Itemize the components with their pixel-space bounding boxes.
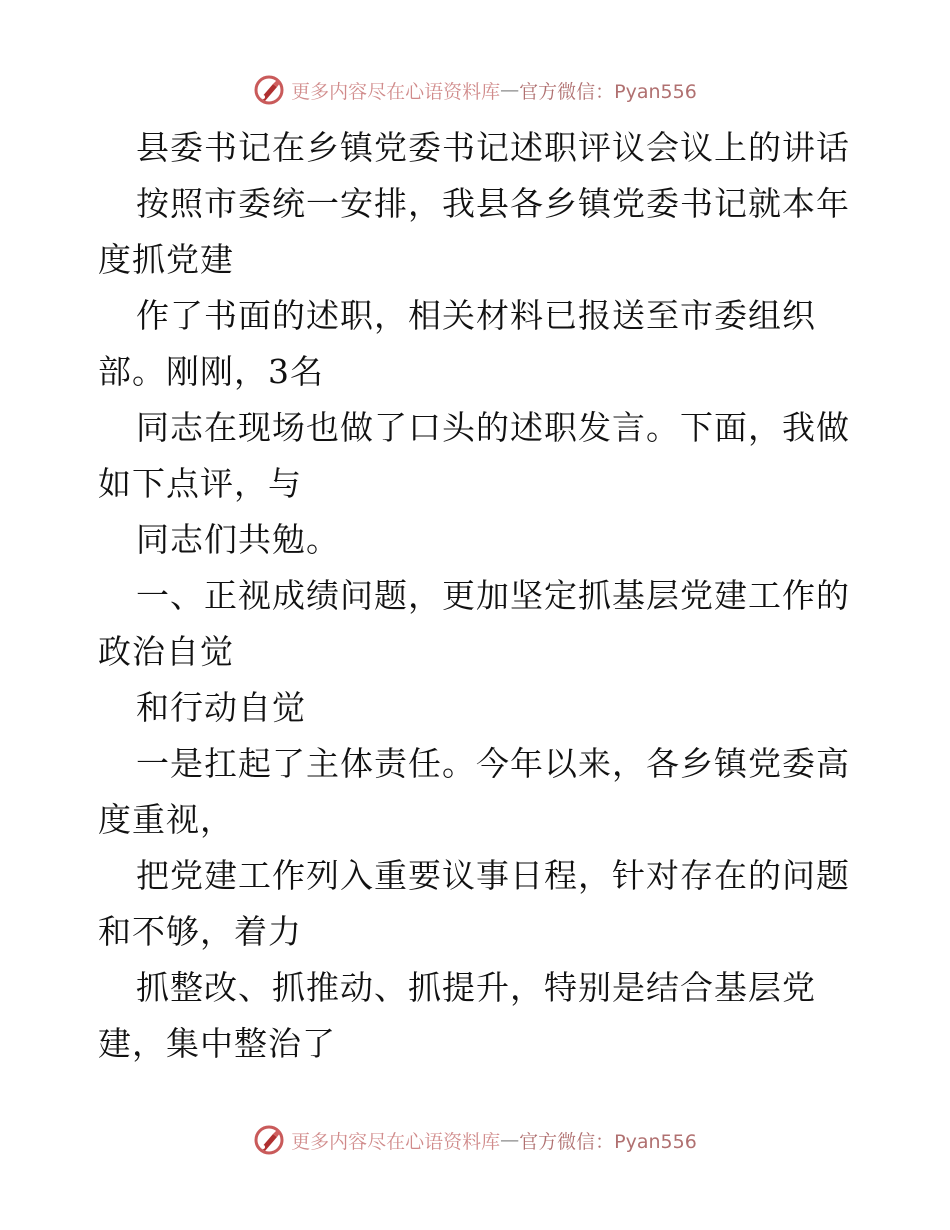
text-line: 同志在现场也做了口头的述职发言。下面，我做	[136, 408, 850, 447]
text-line: 抓整改、抓推动、抓提升，特别是结合基层党	[136, 968, 816, 1007]
section-heading-line: 政治自觉	[98, 632, 234, 671]
text-line: 把党建工作列入重要议事日程，针对存在的问题	[136, 856, 850, 895]
footer-watermark	[0, 1120, 950, 1160]
watermark-wechat-text: 官方微信：Pyan556	[519, 1130, 697, 1153]
text-line: 建，集中整治了	[98, 1024, 336, 1063]
text-line: 如下点评，与	[98, 464, 302, 503]
text-line: 和不够，着力	[98, 912, 302, 951]
pen-logo-icon	[253, 74, 285, 106]
watermark-main-text: 更多内容尽在心语资料库	[291, 80, 501, 103]
watermark-separator: —	[500, 1129, 520, 1151]
text-line: 按照市委统一安排，我县各乡镇党委书记就本年	[136, 184, 850, 223]
watermark-wechat-text: 官方微信：Pyan556	[519, 80, 697, 103]
header-watermark	[0, 70, 950, 110]
pen-logo-icon	[253, 1124, 285, 1156]
document-body	[98, 120, 854, 1072]
document-title: 县委书记在乡镇党委书记述职评议会议上的讲话	[136, 128, 850, 167]
text-line: 度抓党建	[98, 240, 234, 279]
text-line: 同志们共勉。	[136, 520, 340, 559]
watermark-main-text: 更多内容尽在心语资料库	[291, 1130, 501, 1153]
section-heading-line: 一、正视成绩问题，更加坚定抓基层党建工作的	[136, 576, 850, 615]
text-line: 作了书面的述职，相关材料已报送至市委组织	[136, 296, 816, 335]
text-line: 度重视，	[98, 800, 234, 839]
section-heading-line: 和行动自觉	[136, 688, 306, 727]
watermark-separator: —	[500, 79, 520, 101]
text-line: 一是扛起了主体责任。今年以来，各乡镇党委高	[136, 744, 850, 783]
text-line: 部。刚刚，3名	[98, 352, 324, 391]
